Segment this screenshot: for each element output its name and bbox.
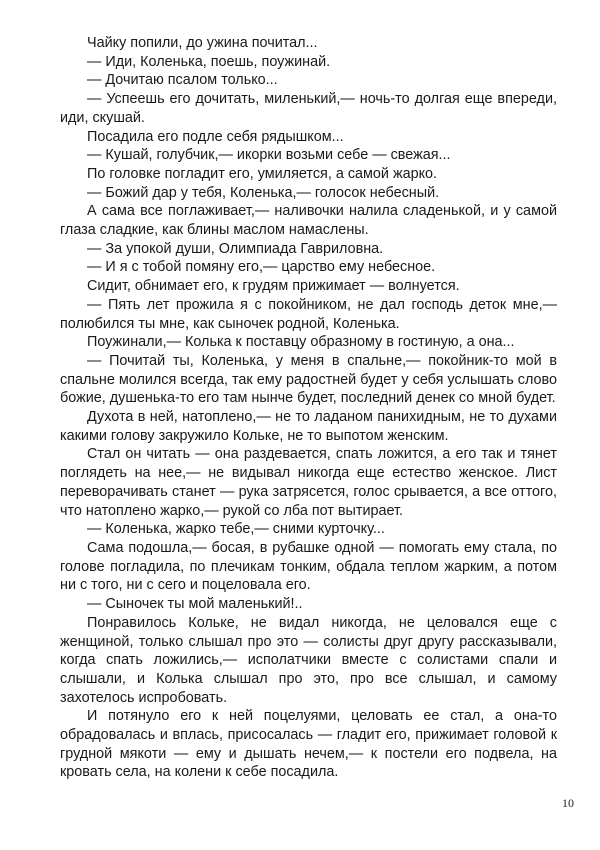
paragraph: И потянуло его к ней поцелуями, целовать ее стал, а она-то обрадовалась и вплась, присосалась — гладит его, прижимает головой к грудной мякоти — ему и дышать нечем,— к постели его подвела, на кровать села, на колени к себе посадила.	[60, 708, 557, 781]
paragraph: По головке погладит его, умиляется, а самой жарко.	[87, 165, 438, 182]
paragraph: Духота в ней, натоплено,— не то ладаном панихидным, не то духами какими голову закружило Кольке, не то выпотом женским.	[60, 409, 557, 444]
paragraph: — За упокой души, Олимпиада Гавриловна.	[87, 240, 384, 257]
paragraph: Чайку попили, до ужина почитал...	[87, 35, 318, 51]
paragraph: Сама подошла,— босая, в рубашке одной — помогать ему стала, по голове погладила, по плечикам тонким, обдала теплом жарким, а потом ни с того, ни с сего и поцеловала его.	[60, 539, 557, 594]
paragraph: Понравилось Кольке, не видал никогда, не целовался еще с женщиной, только слышал про это — солисты друг другу рассказывали, когда спать ложились,— исполатчики вместе с солистами спали и слышали, и Колька слышал про это, про все слышал, и самому захотелось испробовать.	[60, 614, 557, 706]
paragraph: — Дочитаю псалом только...	[87, 72, 278, 89]
paragraph: — Успеешь его дочитать, миленький,— ночь-то долгая еще впереди, иди, скушай.	[60, 91, 557, 126]
paragraph: — Божий дар у тебя, Коленька,— голосок небесный.	[87, 184, 440, 201]
paragraph: — Сыночек ты мой маленький!..	[87, 596, 303, 613]
page-number: 10	[562, 796, 574, 810]
paragraph: — Пять лет прожила я с покойником, не дал господь деток мне,— полюбился ты мне, как сыночек родной, Коленька.	[60, 296, 557, 332]
paragraph: А сама все поглаживает,— наливочки налила сладенькой, и у самой глаза сладкие, как блины маслом намаслены.	[60, 203, 557, 239]
paragraph: Посадила его подле себя рядышком...	[87, 128, 344, 145]
paragraph: — И я с тобой помяну его,— царство ему небесное.	[87, 259, 436, 276]
paragraph: Стал он читать — она раздевается, спать ложится, а его так и тянет поглядеть на нее,— не видывал никогда еще естество женское. Лист переворачивать станет — рука затрясется, голос срывается, а все оттого, что натоплено жарко,— рукой со лба пот вытирает.	[60, 446, 557, 519]
paragraph: — Кушай, голубчик,— икорки возьми себе — свежая...	[87, 147, 451, 164]
paragraph: Поужинали,— Колька к поставцу образному в гостиную, а она...	[87, 334, 515, 351]
page-body	[60, 34, 557, 782]
paragraph: — Почитай ты, Коленька, у меня в спальне,— покойник-то мой в спальне молился всегда, так ему радостней будет у себя услышать слово божие, душенька-то его там нынче будет, последний денек со мной будет.	[60, 352, 557, 407]
paragraph: — Коленька, жарко тебе,— сними курточку...	[87, 521, 385, 538]
paragraph: — Иди, Коленька, поешь, поужинай.	[87, 53, 331, 70]
paragraph: Сидит, обнимает его, к грудям прижимает — волнуется.	[87, 278, 460, 295]
